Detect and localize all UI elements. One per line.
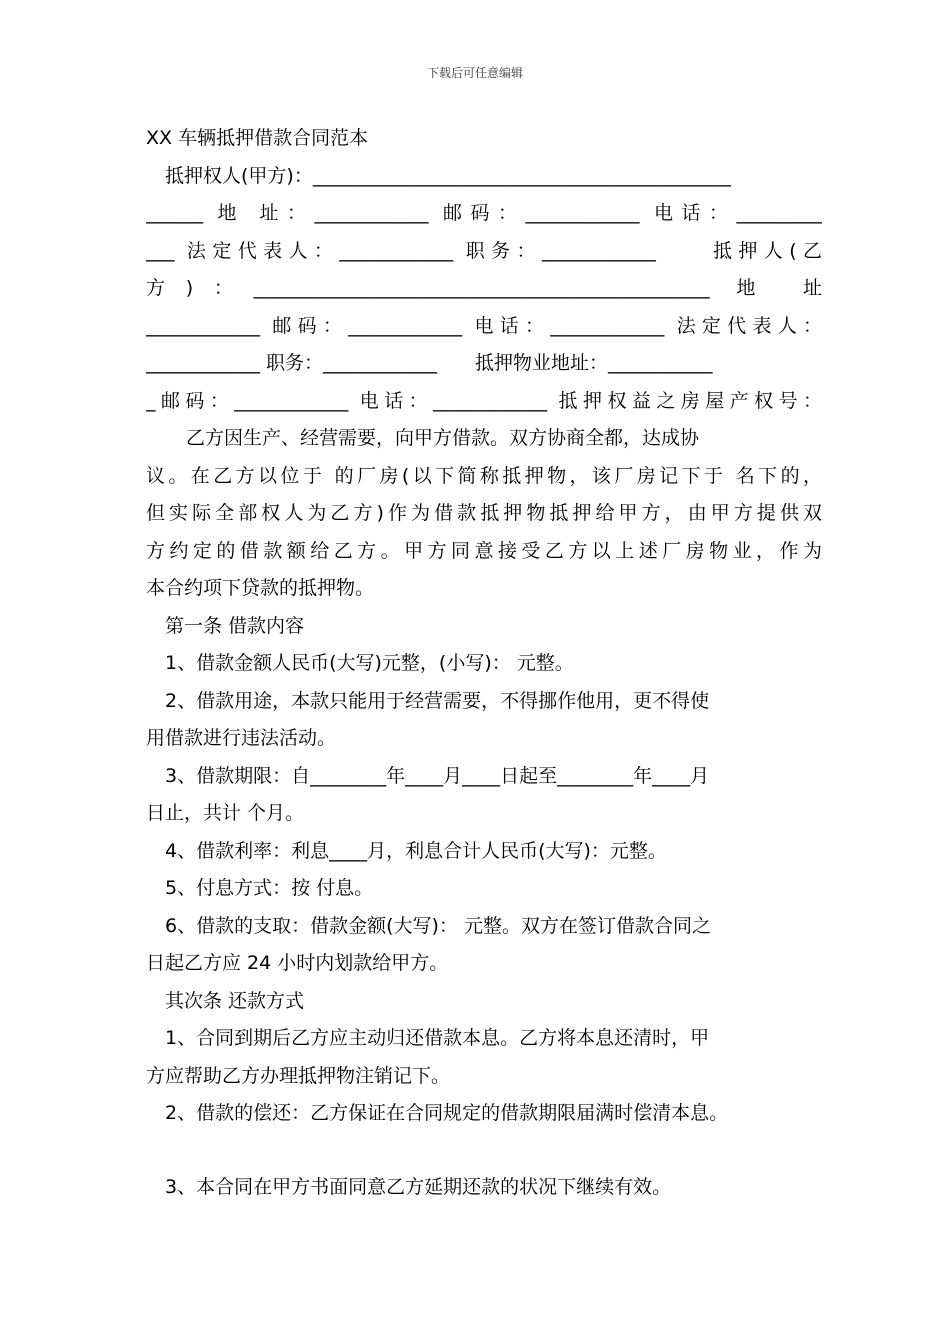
party-line: 抵押权人(甲方)：____________________________________________ bbox=[165, 164, 731, 187]
article-1-heading: 第一条 借款内容 bbox=[165, 614, 305, 637]
preamble-line: 本合约项下贷款的抵押物。 bbox=[146, 577, 375, 599]
article-1-line: 日止，共计 个月。 bbox=[146, 802, 305, 824]
party-line: ___ 法定代表人：____________ 职务：____________ 抵押人(乙 bbox=[146, 239, 822, 262]
party-line: ____________ 邮码：____________ 电话：____________ 法定代表人： bbox=[146, 314, 822, 337]
preamble-line: 议。在乙方以位于 的厂房(以下简称抵押物，该厂房记下于 名下的， bbox=[146, 464, 822, 487]
document-title: XX 车辆抵押借款合同范本 bbox=[146, 127, 369, 149]
article-1-line: 4、借款利率：利息____月，利息合计人民币(大写)：元整。 bbox=[165, 839, 667, 862]
article-1-line: 6、借款的支取：借款金额(大写)： 元整。双方在签订借款合同之 bbox=[165, 914, 711, 937]
article-2-line: 1、合同到期后乙方应主动归还借款本息。乙方将本息还清时，甲 bbox=[165, 1027, 710, 1049]
article-1-line: 1、借款金额人民币(大写)元整，(小写)： 元整。 bbox=[165, 652, 574, 674]
article-1-line: 用借款进行违法活动。 bbox=[146, 727, 337, 749]
article-1-line: 2、借款用途，本款只能用于经营需要，不得挪作他用，更不得使 bbox=[165, 689, 710, 712]
paragraph-gap bbox=[146, 1133, 822, 1169]
article-1-line: 5、付息方式：按 付息。 bbox=[165, 877, 374, 899]
preamble-line: 方约定的借款额给乙方。甲方同意接受乙方以上述厂房物业，作为 bbox=[146, 539, 822, 562]
article-2-line: 2、借款的偿还：乙方保证在合同规定的借款期限届满时偿清本息。 bbox=[165, 1102, 729, 1124]
preamble-line: 但实际全部权人为乙方)作为借款抵押物抵押给甲方，由甲方提供双 bbox=[146, 502, 822, 524]
header-note: 下载后可任意编辑 bbox=[426, 66, 523, 80]
article-2-line: 3、本合同在甲方书面同意乙方延期还款的状况下继续有效。 bbox=[165, 1175, 672, 1198]
article-2-heading: 其次条 还款方式 bbox=[165, 989, 305, 1012]
contract-body bbox=[146, 120, 822, 1206]
party-line: 方)：________________________________________________ 地 址 bbox=[146, 277, 822, 299]
party-line: ____________ 职务：____________ 抵押物业地址：___________ bbox=[146, 352, 713, 374]
article-2-line: 方应帮助乙方办理抵押物注销记下。 bbox=[146, 1064, 451, 1087]
article-1-line: 日起乙方应 24 小时内划款给甲方。 bbox=[146, 952, 449, 974]
party-line: ______ 地 址：____________ 邮码：____________ 电话：_________ bbox=[146, 202, 822, 224]
preamble-line: 乙方因生产、经营需要，向甲方借款。双方协商全都，达成协 bbox=[186, 427, 700, 449]
party-line: _邮码：____________ 电话：____________ 抵押权益之房屋产权号： bbox=[146, 389, 822, 412]
article-1-line: 3、借款期限：自________年____月____日起至________年____月 bbox=[165, 764, 710, 787]
